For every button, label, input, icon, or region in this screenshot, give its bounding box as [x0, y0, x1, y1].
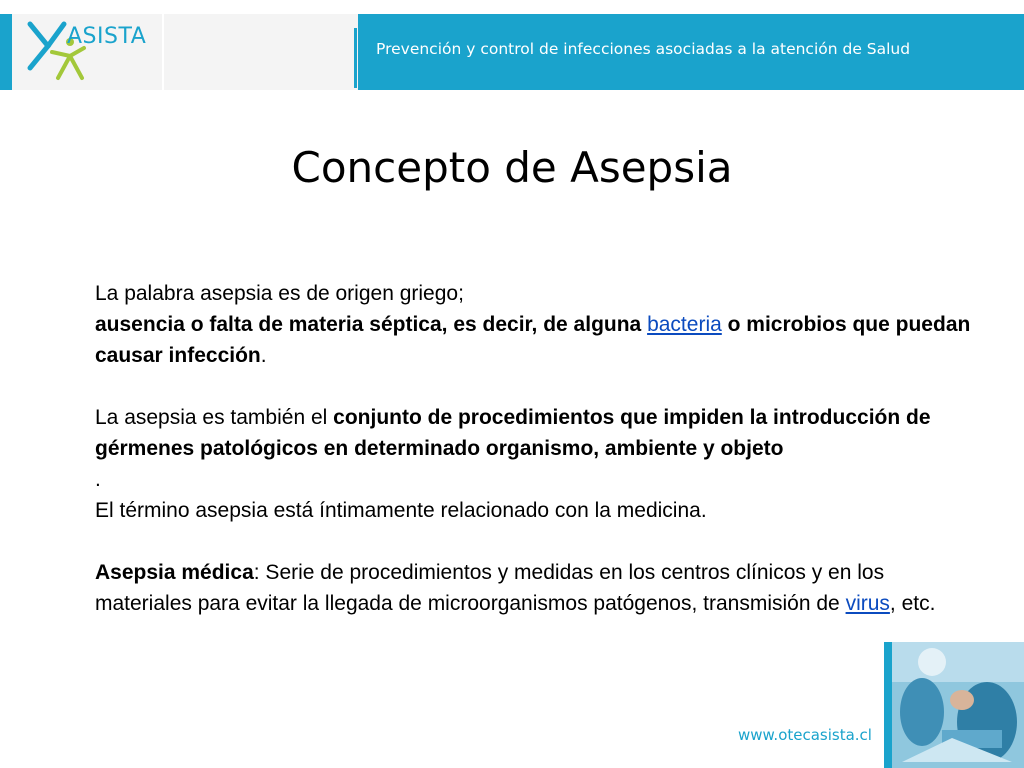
paragraph-medicine: El término asepsia está íntimamente relacionado con la medicina. — [95, 499, 707, 522]
virus-link[interactable]: virus — [845, 592, 890, 615]
logo-text: ASISTA — [67, 24, 147, 49]
website-url: www.otecasista.cl — [738, 726, 872, 744]
asista-logo — [24, 16, 154, 86]
header-left-accent — [0, 14, 12, 90]
medical-asepsis-text-b: , etc. — [889, 592, 936, 615]
origin-definition-a: ausencia o falta de materia séptica, es decir, de alguna — [95, 313, 648, 336]
paragraph-origin — [95, 278, 975, 371]
paragraph-medical-asepsis — [95, 557, 975, 619]
procedures-definition: conjunto de procedimientos que impiden la introducción de gérmenes patológicos en determinado organismo, ambiente y objeto — [95, 406, 931, 460]
slide-title: Concepto de Asepsia — [291, 143, 733, 192]
slide-body — [95, 278, 975, 619]
paragraph-procedures — [95, 402, 975, 464]
surgery-photo — [892, 642, 1024, 768]
medical-asepsis-text-a: : Serie de procedimientos y medidas en los centros clínicos y en los materiales para evitar la llegada de microorganismos patógenos, transmisión de — [95, 561, 885, 615]
procedures-intro: La asepsia es también el — [95, 406, 334, 429]
procedures-dot: . — [95, 468, 101, 491]
medical-asepsis-term: Asepsia médica — [95, 561, 254, 584]
bacteria-link[interactable]: bacteria — [647, 313, 722, 336]
header-divider — [354, 28, 357, 88]
header-subtitle: Prevención y control de infecciones asociadas a la atención de Salud — [376, 40, 911, 58]
origin-line: La palabra asepsia es de origen griego; — [95, 282, 464, 305]
origin-end: . — [260, 344, 267, 367]
origin-definition-b: o microbios que puedan causar infección — [95, 313, 971, 367]
